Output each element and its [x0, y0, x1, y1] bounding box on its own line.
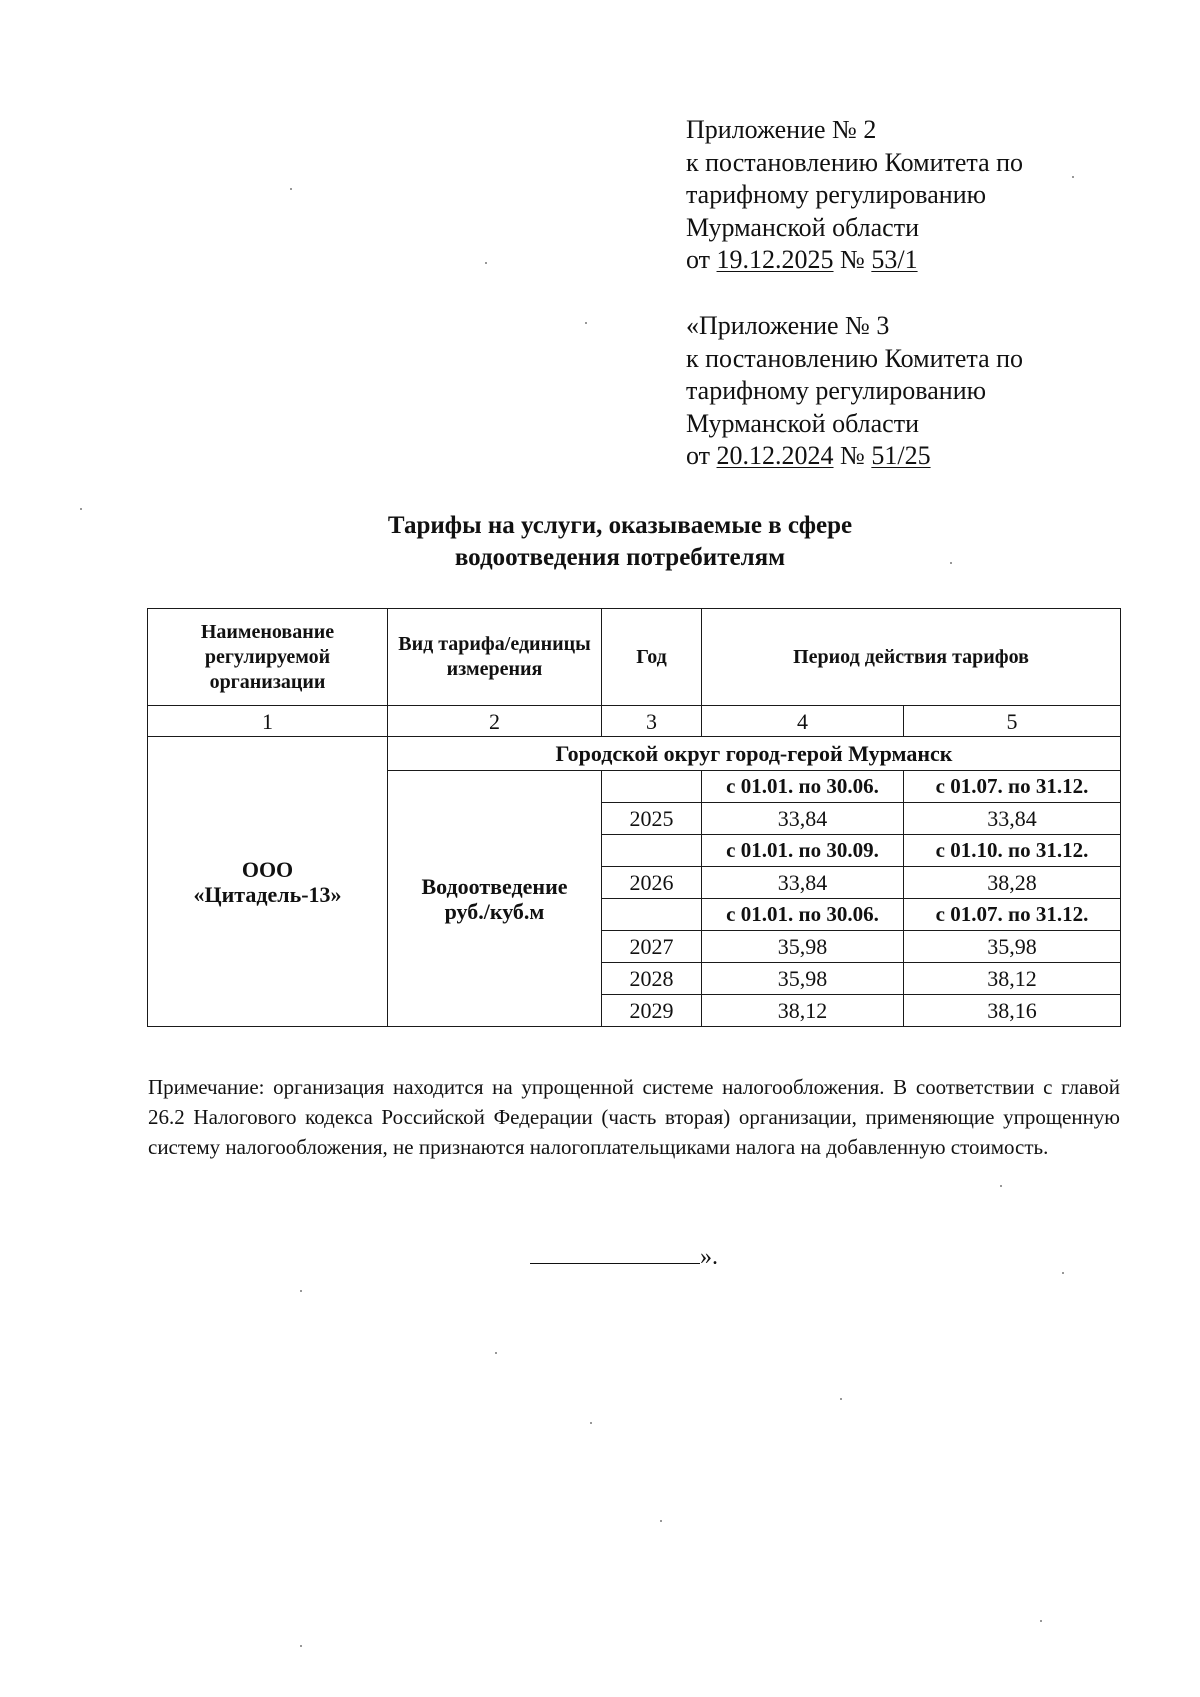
scan-speck — [1040, 1620, 1042, 1622]
period-cell: с 01.01. по 30.06. — [702, 899, 904, 931]
appendix-line: тарифному регулированию — [686, 376, 987, 405]
tariff-value: 38,16 — [904, 995, 1121, 1027]
region-name: Городской округ город-герой Мурманск — [388, 737, 1121, 771]
appendix-date: 19.12.2025 — [716, 245, 834, 274]
period-cell: с 01.07. по 31.12. — [904, 771, 1121, 803]
appendix-title: «Приложение № 3 — [686, 311, 890, 340]
year-cell: 2028 — [602, 963, 702, 995]
appendix-header-current — [686, 114, 1106, 277]
scan-speck — [300, 1290, 302, 1292]
tax-note: Примечание: организация находится на упрощенной системе налогообложения. В соответствии с главой 26.2 Налогового кодекса Российской Федерации (часть вторая) организации, применяющие упрощенную систему налогообложения, не признаются налогоплательщиками налога на добавленную стоимость. — [148, 1075, 1120, 1159]
tariff-value: 33,84 — [702, 803, 904, 835]
scan-speck — [80, 508, 82, 510]
organization-form: ООО — [241, 856, 294, 882]
scan-speck — [840, 1398, 842, 1400]
period-cell: с 01.10. по 31.12. — [904, 835, 1121, 867]
appendix-number: 51/25 — [871, 441, 931, 470]
tariff-value: 33,84 — [904, 803, 1121, 835]
scan-speck — [495, 1352, 497, 1354]
year-cell: 2026 — [602, 867, 702, 899]
year-cell — [602, 771, 702, 803]
header-period: Период действия тарифов — [702, 609, 1121, 706]
tariff-value: 35,98 — [702, 963, 904, 995]
appendix-date-line — [686, 244, 1106, 277]
scan-speck — [1000, 1185, 1002, 1187]
scan-speck — [950, 562, 952, 564]
header-tariff-type: Вид тарифа/единицы измерения — [388, 609, 602, 706]
appendix-title: Приложение № 2 — [686, 115, 877, 144]
scan-speck — [1062, 1272, 1064, 1274]
column-number: 5 — [904, 706, 1121, 737]
period-cell: с 01.07. по 31.12. — [904, 899, 1121, 931]
period-cell: с 01.01. по 30.09. — [702, 835, 904, 867]
scan-speck — [585, 322, 587, 324]
service-name: Водоотведение — [421, 873, 568, 899]
tariff-value: 35,98 — [904, 931, 1121, 963]
year-cell: 2025 — [602, 803, 702, 835]
appendix-line: к постановлению Комитета по — [686, 147, 1024, 177]
appendix-number: 53/1 — [871, 245, 918, 274]
year-cell: 2027 — [602, 931, 702, 963]
tariff-value: 38,28 — [904, 867, 1121, 899]
column-number: 4 — [702, 706, 904, 737]
period-cell: с 01.01. по 30.06. — [702, 771, 904, 803]
header-organization: Наименование регулируемой организации — [148, 609, 388, 706]
appendix-line: тарифному регулированию — [686, 180, 987, 209]
appendix-line: Мурманской области — [686, 408, 919, 438]
closing-mark: ». — [700, 1244, 718, 1270]
table-header-row — [148, 609, 1121, 706]
appendix-date: 20.12.2024 — [716, 441, 834, 470]
date-prefix: от — [686, 441, 711, 470]
service-unit: руб./куб.м — [444, 898, 545, 924]
region-row — [148, 737, 1121, 771]
scan-speck — [660, 1520, 662, 1522]
column-number-row — [148, 706, 1121, 737]
number-sign: № — [840, 441, 865, 470]
column-number: 3 — [602, 706, 702, 737]
tariff-table — [147, 608, 1121, 1027]
organization-name: «Цитадель-13» — [193, 881, 342, 907]
scan-speck — [485, 262, 487, 264]
service-cell — [388, 771, 602, 1027]
appendix-line: к постановлению Комитета по — [686, 343, 1024, 373]
year-cell — [602, 899, 702, 931]
organization-cell — [148, 737, 388, 1027]
year-cell: 2029 — [602, 995, 702, 1027]
header-year: Год — [602, 609, 702, 706]
number-sign: № — [840, 245, 865, 274]
tariff-value: 33,84 — [702, 867, 904, 899]
column-number: 2 — [388, 706, 602, 737]
closing-line — [530, 1242, 718, 1272]
title-line-2: водоотведения потребителям — [454, 544, 786, 571]
appendix-header-amended — [686, 310, 1106, 473]
tariff-value: 38,12 — [904, 963, 1121, 995]
scan-speck — [590, 1422, 592, 1424]
tariff-value: 38,12 — [702, 995, 904, 1027]
appendix-date-line — [686, 440, 1106, 473]
date-prefix: от — [686, 245, 711, 274]
document-title — [300, 510, 940, 574]
tariff-value: 35,98 — [702, 931, 904, 963]
column-number: 1 — [148, 706, 388, 737]
title-line-1: Тарифы на услуги, оказываемые в сфере — [387, 512, 853, 539]
signature-rule — [530, 1243, 700, 1264]
scan-speck — [290, 188, 292, 190]
appendix-line: Мурманской области — [686, 212, 919, 242]
year-cell — [602, 835, 702, 867]
scan-speck — [1072, 176, 1074, 178]
scan-speck — [300, 1645, 302, 1647]
